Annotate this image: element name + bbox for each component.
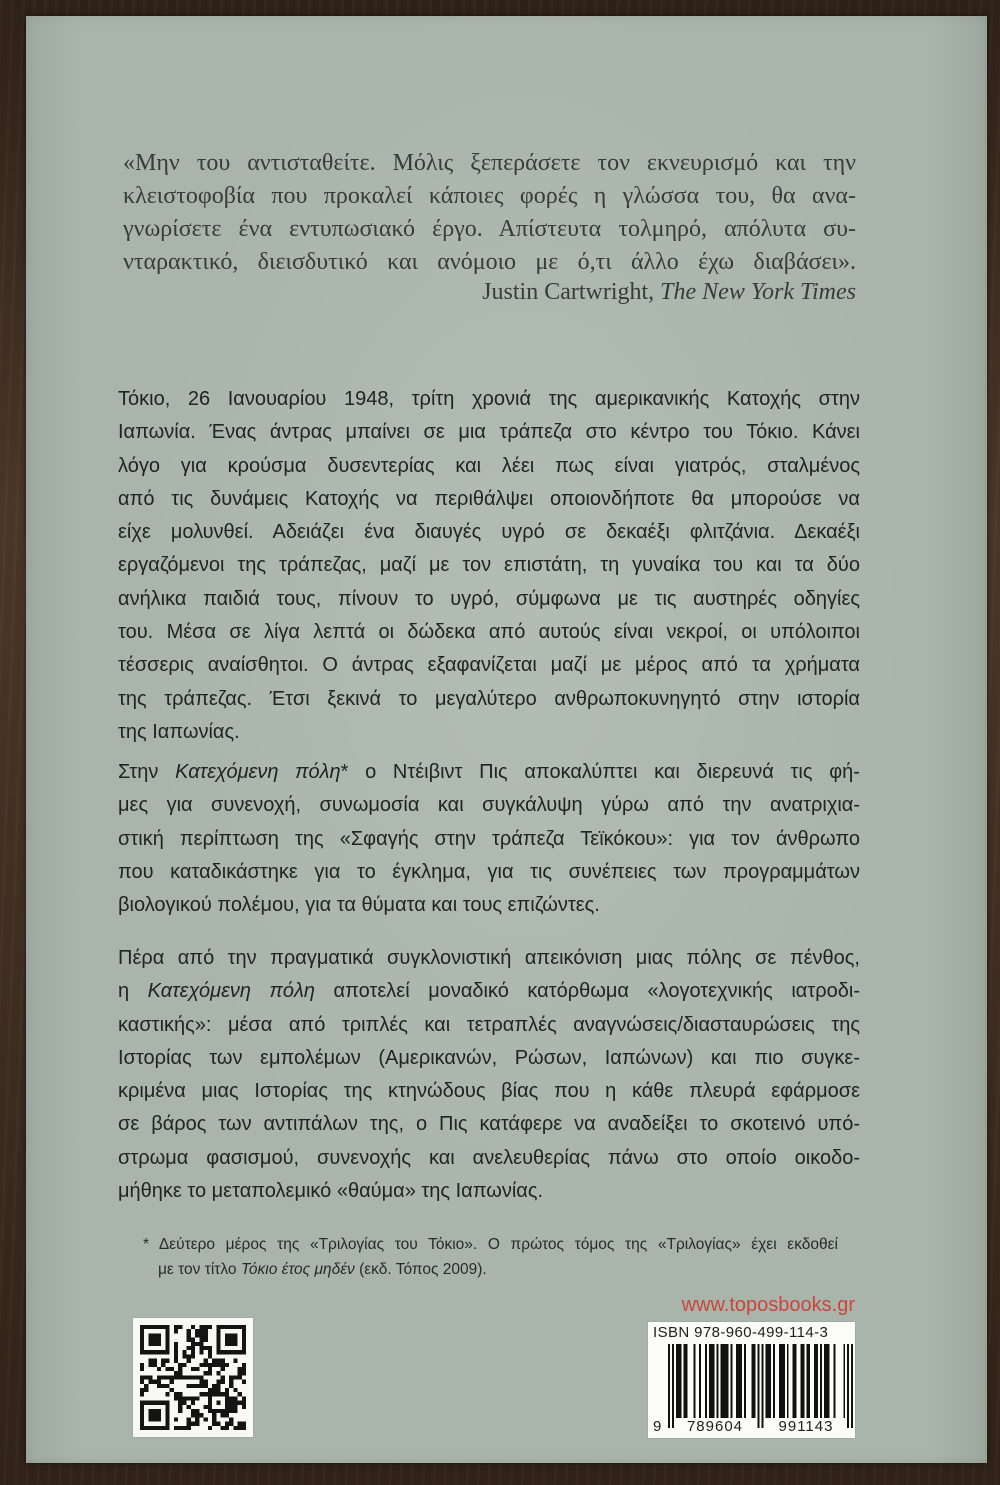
review-quote [123,147,856,279]
isbn-label: ISBN 978-960-499-114-3 [653,1324,829,1341]
synopsis-line: μήθηκε το μεταπολεμικό «θαύμα» της Ιαπωνίας. [118,1180,544,1203]
barcode-digits-right: 991143 [778,1418,834,1435]
book-title: Κατεχόμενη πόλη [175,761,341,783]
synopsis-paragraph [118,756,860,922]
qr-code [133,1318,253,1437]
synopsis-line: Ιστορίας των εμπολέμων (Αμερικανών, Ρώσων, Ιαπώνων) και πιο συγκε- [118,1046,860,1069]
synopsis-line [118,975,860,1008]
synopsis-paragraph [118,942,860,1208]
quote-line: κλειστοφοβία που προκαλεί κάποιες φορές η γλώσσα του, θα ανα- [123,183,856,209]
book-title: Τόκιο έτος μηδέν [240,1261,355,1278]
synopsis-line: κριμένα μιας Ιστορίας της κτηνώδους βίας που η κάθε πλευρά εφάρμοσε [118,1080,860,1103]
synopsis-line: που καταδικάστηκε για το έγκλημα, για τις συνέπειες των προγραμμάτων [118,860,860,883]
line-text: η [118,980,148,1003]
line-text: Στην [118,761,176,783]
publication-name: The New York Times [660,279,856,305]
quote-attribution [123,276,856,309]
barcode-bars [668,1344,853,1428]
synopsis-line: της Ιαπωνίας. [118,720,240,743]
line-text: * ο Ντέιβιντ Πις αποκαλύπτει και διερευνά τις φή- [340,761,860,783]
synopsis-line: στική περίπτωση της «Σφαγής στην τράπεζα Τεϊκόκου»: για τον άνθρωπο [118,827,860,850]
synopsis-line: λόγο για κρούσμα δυσεντερίας και λέει πως είναι γιατρός, σταλμένος [118,454,860,477]
qr-code-icon [140,1325,246,1430]
barcode-digit-prefix: 9 [653,1418,663,1435]
synopsis-line: του. Μέσα σε λίγα λεπτά οι δώδεκα από αυτούς είναι νεκροί, οι υπόλοιποι [118,621,860,644]
quote-line: γνωρίσετε ένα εντυπωσιακό έργο. Απίστευτα τολμηρό, απόλυτα συ- [123,216,856,242]
synopsis-line: στρωμα φασισμού, συνενοχής και ανελευθερίας πάνω στο οποίο οικοδο- [118,1146,860,1169]
footnote-line [143,1257,838,1282]
synopsis-line: εργαζόμενοι της τράπεζας, μαζί με τον επιστάτη, τη γυναίκα του και τα δύο [118,554,860,577]
footnote-line: * Δεύτερο μέρος της «Τριλογίας του Τόκιο». Ο πρώτος τόμος της «Τριλογίας» έχει εκδοθεί [143,1236,838,1253]
synopsis-line: καστικής»: μέσα από τριπλές και τετραπλές αναγνώσεις/διασταυρώσεις της [118,1013,860,1036]
synopsis-line: τέσσερις αναίσθητοι. Ο άντρας εξαφανίζεται μαζί με μέρος από τα χρήματα [118,654,860,677]
synopsis-paragraph [118,383,860,749]
footnote [143,1232,838,1282]
synopsis-line: σε βάρος των αντιπάλων της, ο Πις κατάφερε να αναδείξει το σκοτεινό υπό- [118,1113,860,1136]
synopsis-line: από τις δυνάμεις Κατοχής να περιθάλψει οποιονδήποτε θα μπορούσε να [118,487,860,510]
reviewer-name: Justin Cartwright, [482,279,661,305]
quote-line: νταρακτικό, διεισδυτικό και ανόμοιο με ό,τι άλλο έχω διαβάσει». [123,249,856,275]
synopsis-line: Τόκιο, 26 Ιανουαρίου 1948, τρίτη χρονιά της αμερικανικής Κατοχής στην [118,388,860,410]
barcode-digits-left: 789604 [686,1418,744,1435]
line-text: αποτελεί μοναδικό κατόρθωμα «λογοτεχνικής ιατροδι- [315,980,860,1003]
synopsis-line [118,756,860,789]
line-text: (εκδ. Τόπος 2009). [354,1261,487,1278]
synopsis-line: βιολογικού πολέμου, για τα θύματα και τους επιζώντες. [118,894,600,917]
synopsis-line: της τράπεζας. Έτσι ξεκινά το μεγαλύτερο ανθρωποκυνηγητό στην ιστορία [118,687,860,710]
quote-line: «Μην του αντισταθείτε. Μόλις ξεπεράσετε τον εκνευρισμό και την [123,150,856,176]
isbn-barcode-box [648,1322,855,1438]
line-text: με τον τίτλο [158,1261,241,1278]
synopsis-line: είχε μολυνθεί. Αδειάζει ένα διαυγές υγρό σε δεκαέξι φλιτζάνια. Δεκαέξι [118,521,860,544]
synopsis-line: Ιαπωνία. Ένας άντρας μπαίνει σε μια τράπεζα στο κέντρο του Τόκιο. Κάνει [118,421,860,444]
synopsis-line: ανήλικα παιδιά τους, πίνουν το υγρό, σύμφωνα με τις αυστηρές οδηγίες [118,587,860,610]
synopsis-line: μες για συνενοχή, συνωμοσία και συγκάλυψη γύρω από την ανατριχια- [118,794,860,817]
synopsis-line: Πέρα από την πραγματικά συγκλονιστική απεικόνιση μιας πόλης σε πένθος, [118,947,860,969]
book-back-cover [26,16,987,1463]
publisher-website: www.toposbooks.gr [681,1294,855,1316]
book-title: Κατεχόμενη πόλη [147,980,316,1003]
qr-modules [140,1325,246,1430]
